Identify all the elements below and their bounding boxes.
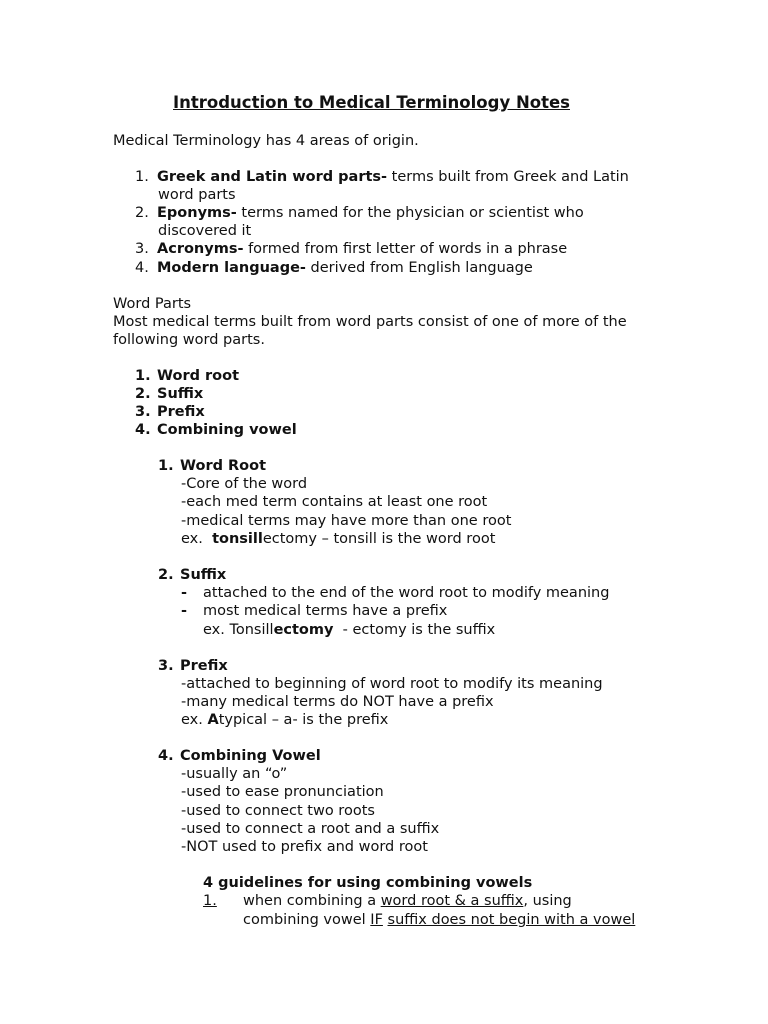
list-number: 2. [135, 205, 149, 221]
guideline-item-1-cont [243, 911, 635, 929]
example-prefix: ex. [181, 712, 208, 728]
prefix-line-2: -many medical terms do NOT have a prefix [181, 694, 494, 710]
prefix-example [181, 711, 388, 729]
list-number: 1. [158, 458, 174, 474]
part-label: Suffix [157, 386, 204, 402]
origin-item-1 [135, 168, 629, 186]
part-item-1 [135, 367, 239, 385]
intro-text: Medical Terminology has 4 areas of origin. [113, 133, 419, 149]
combining-vowel-heading [158, 747, 321, 765]
suffix-bullet-1 [181, 584, 609, 602]
example-rest: typical – a- is the prefix [218, 712, 389, 728]
guideline-underlined: IF [370, 912, 383, 928]
page-title: Introduction to Medical Terminology Notes [173, 93, 570, 112]
list-number: 3. [158, 658, 174, 674]
origin-desc: terms named for the physician or scientist who [236, 205, 584, 221]
list-number: 4. [135, 422, 151, 438]
part-label: Prefix [157, 404, 205, 420]
origin-desc: terms built from Greek and Latin [387, 169, 629, 185]
word-root-line-2: -each med term contains at least one root [181, 494, 488, 510]
list-number: 1. [203, 893, 217, 909]
example-rest: ectomy – tonsill is the word root [262, 531, 496, 547]
list-number: 4. [158, 748, 174, 764]
example-bold: ectomy [273, 622, 334, 638]
bullet-dash: - [181, 603, 188, 619]
example-bold: A [207, 712, 219, 728]
section-heading: Suffix [180, 567, 227, 583]
guideline-text: combining vowel [243, 912, 371, 928]
list-number: 1. [135, 368, 151, 384]
origin-item-2-cont: discovered it [158, 223, 252, 239]
part-item-4 [135, 421, 297, 439]
prefix-line-1: -attached to beginning of word root to modify its meaning [181, 676, 603, 692]
guideline-underlined: word root & a suffix [380, 893, 524, 909]
example-bold: tonsill [212, 531, 263, 547]
origin-term: Modern language- [157, 260, 306, 276]
bullet-text: attached to the end of the word root to modify meaning [203, 585, 610, 601]
origin-item-4 [135, 259, 533, 277]
part-label: Word root [157, 368, 240, 384]
section-heading: Combining Vowel [180, 748, 321, 764]
section-heading: Word Root [180, 458, 267, 474]
list-number: 1. [135, 169, 149, 185]
list-number: 2. [135, 386, 151, 402]
combining-vowel-line-1: -usually an “o” [181, 766, 288, 782]
list-number: 2. [158, 567, 174, 583]
combining-vowel-line-4: -used to connect a root and a suffix [181, 821, 440, 837]
word-parts-intro-line2: following word parts. [113, 332, 265, 348]
origin-desc: formed from first letter of words in a phrase [243, 241, 568, 257]
example-prefix: ex. [181, 531, 213, 547]
example-rest: - ectomy is the suffix [333, 622, 496, 638]
word-parts-heading: Word Parts [113, 296, 192, 312]
origin-term: Eponyms- [157, 205, 237, 221]
word-root-line-1: -Core of the word [181, 476, 308, 492]
guideline-text: when combining a [243, 893, 381, 909]
origin-term: Greek and Latin word parts- [157, 169, 388, 185]
word-parts-intro-line1: Most medical terms built from word parts consist of one of more of the [113, 314, 627, 330]
part-item-2 [135, 385, 203, 403]
part-item-3 [135, 403, 205, 421]
suffix-heading [158, 566, 226, 584]
combining-vowel-line-2: -used to ease pronunciation [181, 784, 384, 800]
example-prefix: ex. Tonsill [203, 622, 274, 638]
origin-desc: derived from English language [305, 260, 533, 276]
suffix-example [203, 621, 495, 639]
origin-item-3 [135, 240, 567, 258]
guideline-text: , using [523, 893, 572, 909]
combining-vowel-line-5: -NOT used to prefix and word root [181, 839, 428, 855]
suffix-bullet-2 [181, 602, 447, 620]
list-number: 4. [135, 260, 149, 276]
origin-term: Acronyms- [157, 241, 244, 257]
guideline-item-1 [203, 892, 572, 910]
combining-vowel-line-3: -used to connect two roots [181, 803, 375, 819]
part-label: Combining vowel [157, 422, 297, 438]
guideline-underlined: suffix does not begin with a vowel [387, 912, 636, 928]
bullet-text: most medical terms have a prefix [203, 603, 448, 619]
list-number: 3. [135, 404, 151, 420]
origin-item-2 [135, 204, 584, 222]
bullet-dash: - [181, 585, 188, 601]
word-root-example [181, 530, 495, 548]
origin-item-1-cont: word parts [158, 187, 236, 203]
guidelines-heading: 4 guidelines for using combining vowels [203, 875, 533, 891]
word-root-line-3: -medical terms may have more than one root [181, 513, 512, 529]
section-heading: Prefix [180, 658, 228, 674]
list-number: 3. [135, 241, 149, 257]
prefix-heading [158, 657, 228, 675]
word-root-heading [158, 457, 266, 475]
